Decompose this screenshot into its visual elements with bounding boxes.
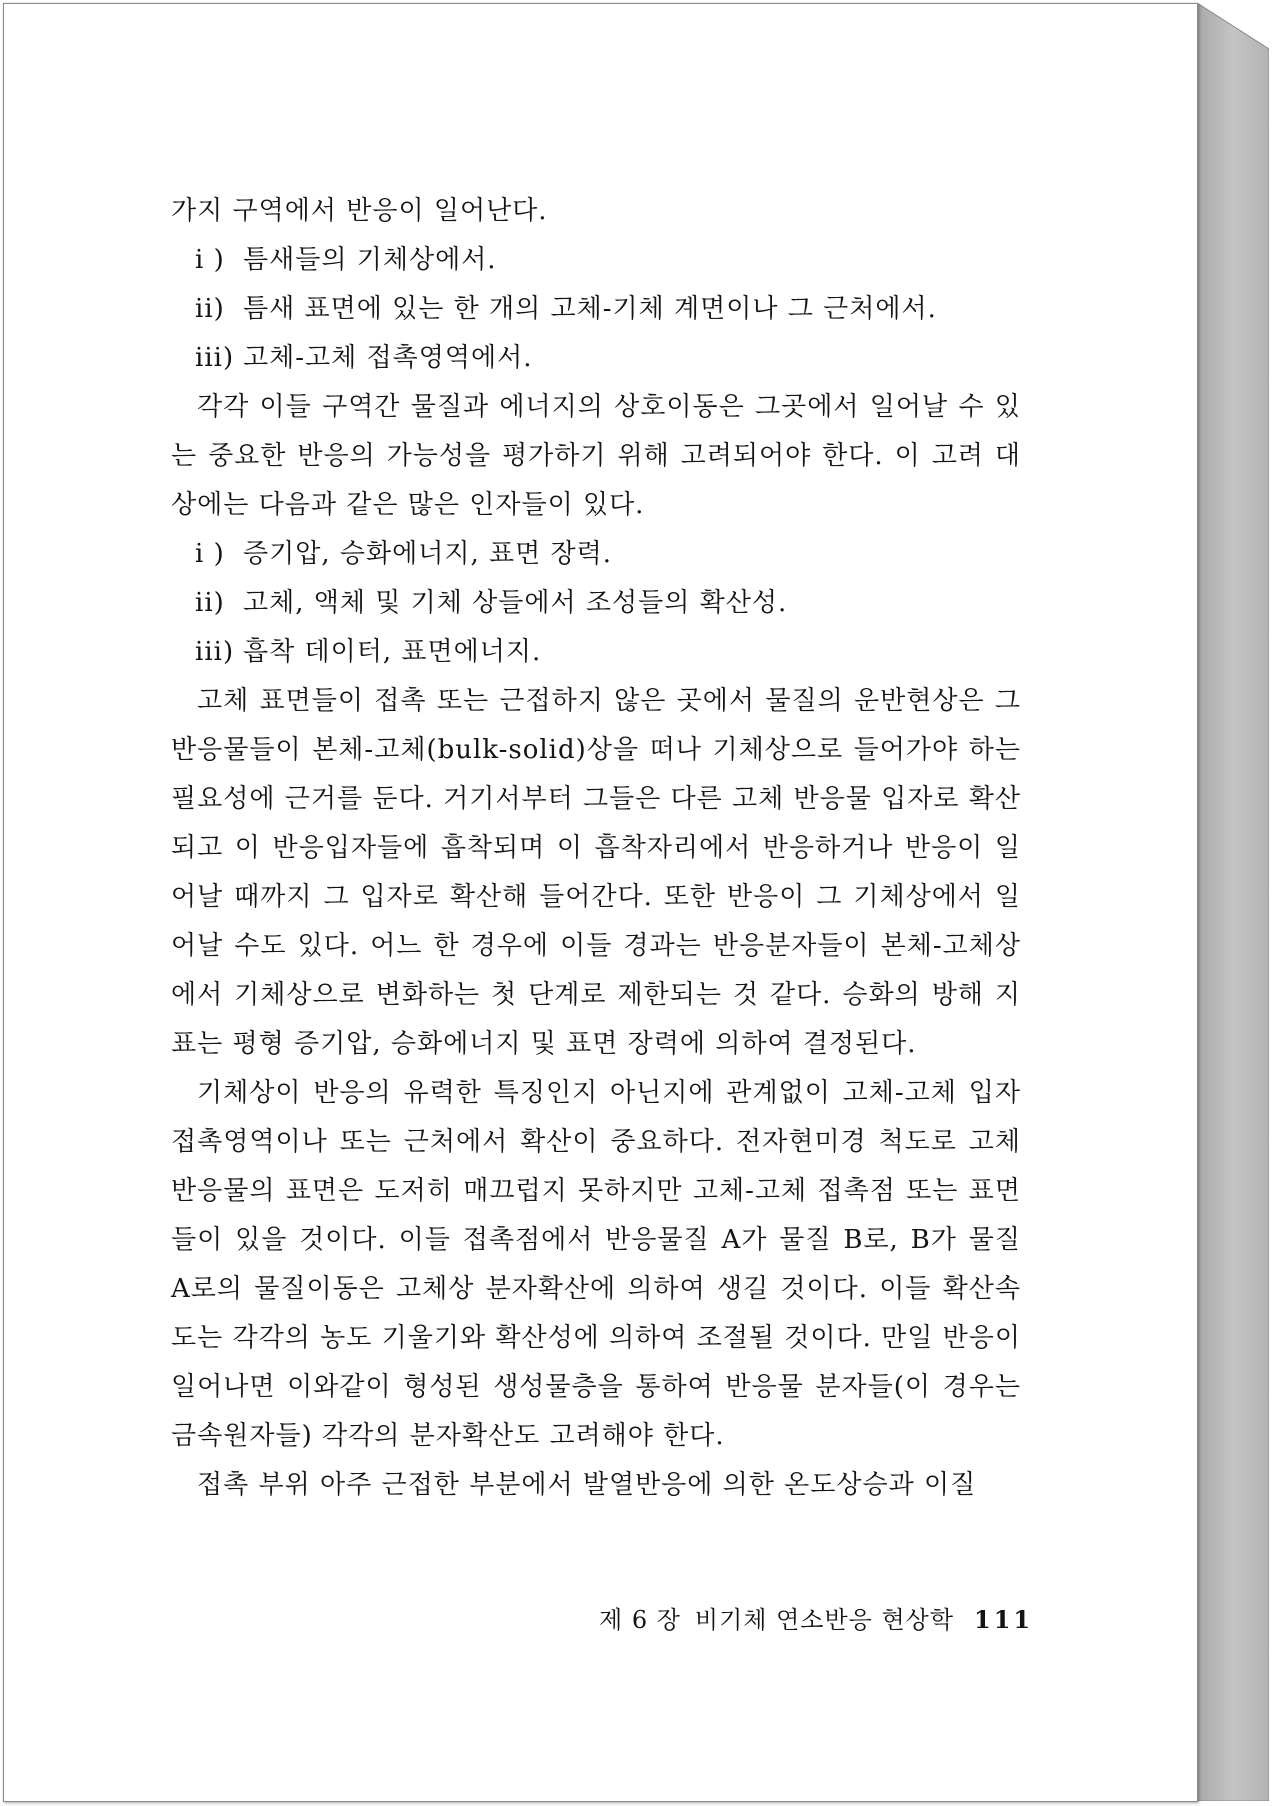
page-number: 111 [974,1605,1034,1634]
intro-line: 가지 구역에서 반응이 일어난다. [171,196,548,226]
list-item [171,530,1021,579]
list-item [171,579,1021,628]
list-number: ii) [195,588,225,618]
list-text: 고체-고체 접촉영역에서. [243,343,533,373]
list-number: ii) [195,294,225,324]
chapter-label: 제 6 장 [599,1606,681,1634]
list-text: 흡착 데이터, 표면에너지. [243,637,542,667]
list-text: 고체, 액체 및 기체 상들에서 조성들의 확산성. [243,588,788,618]
book-edge [1197,3,1269,1801]
list-number: i ) [195,245,225,275]
paragraph-transport: 고체 표면들이 접촉 또는 근접하지 않은 곳에서 물질의 운반현상은 그 반응물들이 본체-고체(bulk-solid)상을 떠나 기체상으로 들어가야 하는 필요성에 근거를 둔다. 거기서부터 그들은 다른 고체 반응물 입자로 확산되고 이 반응입자들에 흡착되며 이 흡착자리에서 반응하거나 반응이 일어날 때까지 그 입자로 확산해 들어간다. 또한 반응이 그 기체상에서 일어날 수도 있다. 어느 한 경우에 이들 경과는 반응분자들이 본체-고체상에서 기체상으로 변화하는 첫 단계로 제한되는 것 같다. 승화의 방해 지표는 평형 증기압, 승화에너지 및 표면 장력에 의하여 결정된다. [171,686,1022,1059]
paragraph-heat: 접촉 부위 아주 근접한 부분에서 발열반응에 의한 온도상승과 이질 [197,1470,977,1500]
list-text: 증기압, 승화에너지, 표면 장력. [243,539,612,569]
paragraph-contact: 기체상이 반응의 유력한 특징인지 아닌지에 관계없이 고체-고체 입자 접촉영역이나 또는 근처에서 확산이 중요하다. 전자현미경 척도로 고체반응물의 표면은 도저히 매끄럽지 못하지만 고체-고체 접촉점 또는 표면들이 있을 것이다. 이들 접촉점에서 반응물질 A가 물질 B로, B가 물질 A로의 물질이동은 고체상 분자확산에 의하여 생길 것이다. 이들 확산속도는 각각의 농도 기울기와 확산성에 의하여 조절될 것이다. 만일 반응이 일어나면 이와같이 형성된 생성물층을 통하여 반응물 분자들(이 경우는 금속원자들) 각각의 분자확산도 고려해야 한다. [171,1078,1022,1451]
list-text: 틈새 표면에 있는 한 개의 고체-기체 계면이나 그 근처에서. [243,294,937,324]
list-item [171,334,1021,383]
list-item [171,236,1021,285]
book-page [3,3,1198,1802]
list-text: 틈새들의 기체상에서. [243,245,497,275]
list-number: iii) [195,343,235,373]
paragraph-factors: 각각 이들 구역간 물질과 에너지의 상호이동은 그곳에서 일어날 수 있는 중요한 반응의 가능성을 평가하기 위해 고려되어야 한다. 이 고려 대상에는 다음과 같은 많은 인자들이 있다. [171,392,1021,520]
list-number: i ) [195,539,225,569]
list-item [171,628,1021,677]
zone-list [171,236,1021,383]
chapter-title: 비기체 연소반응 현상학 [694,1606,955,1634]
list-number: iii) [195,637,235,667]
list-item [171,285,1021,334]
factor-list [171,530,1021,677]
page-footer [599,1600,1034,1635]
page-body [171,187,1021,1510]
